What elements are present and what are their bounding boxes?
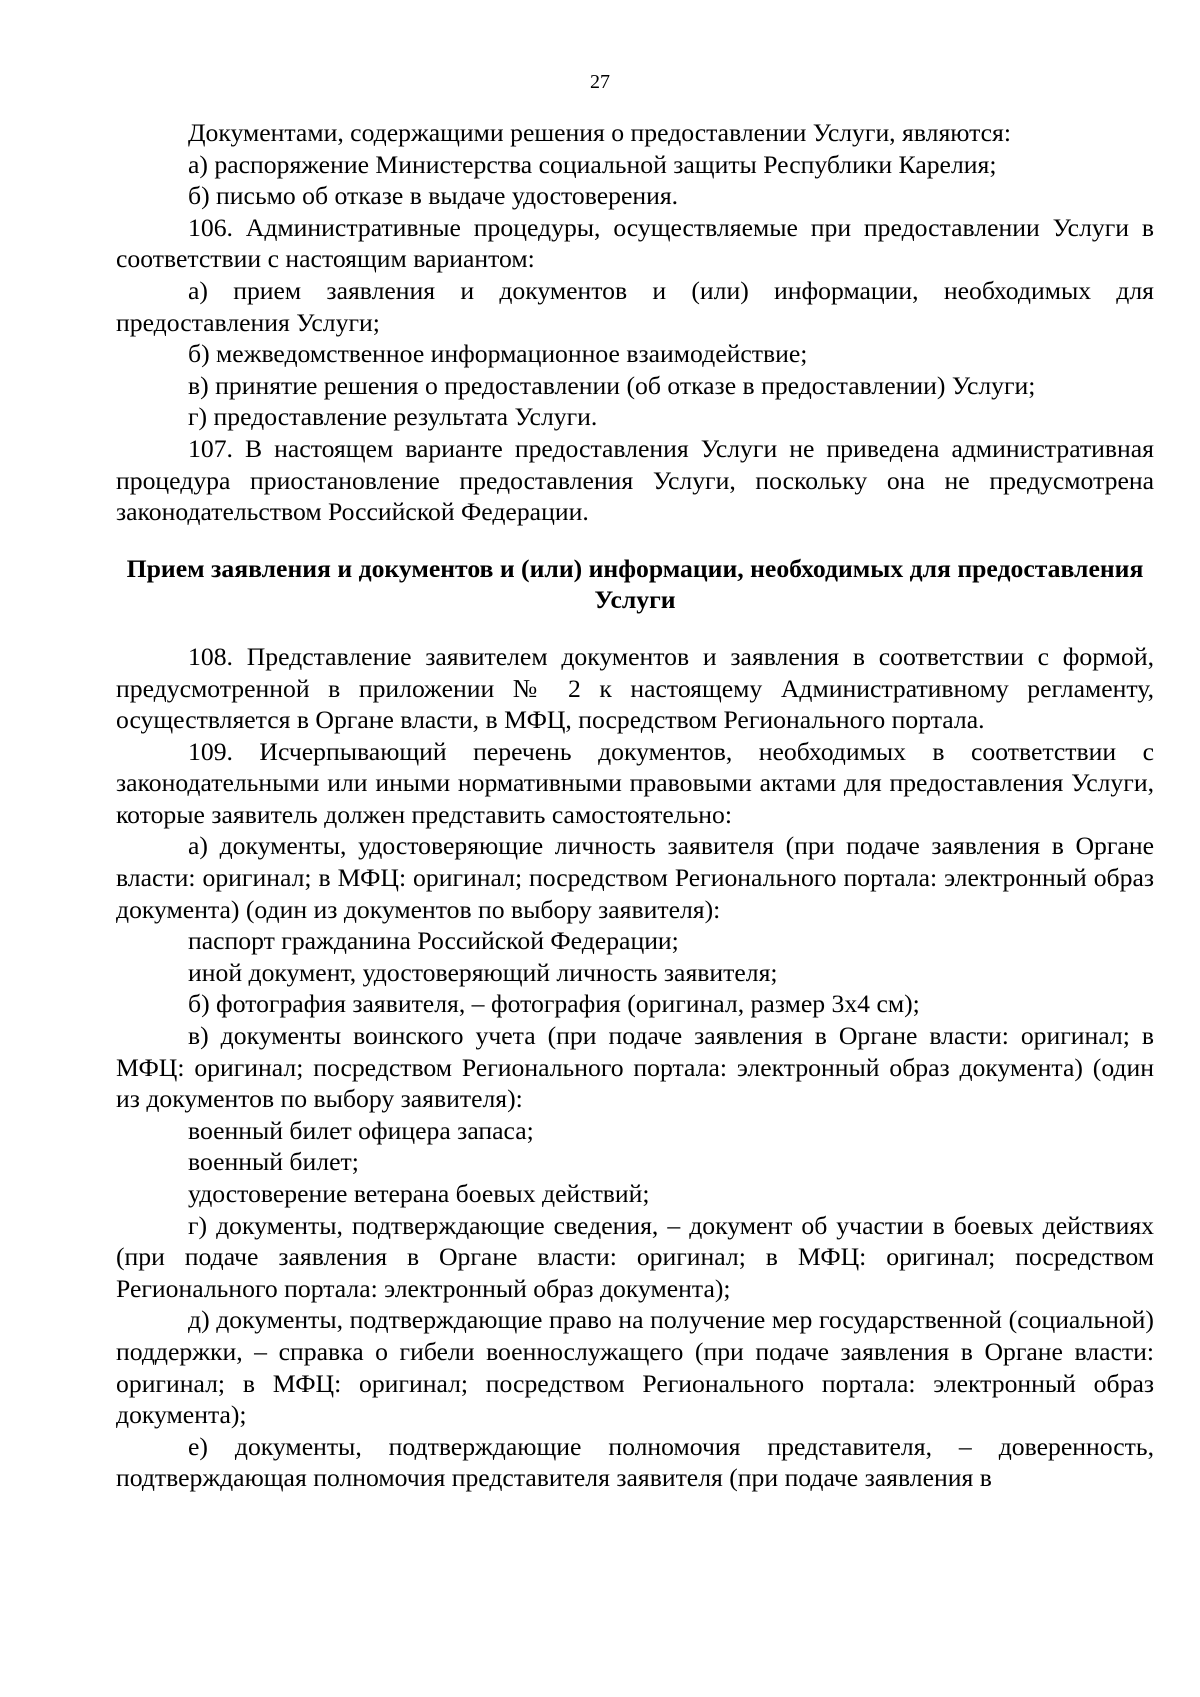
- paragraph-106-g: г) предоставление результата Услуги.: [188, 402, 598, 432]
- paragraph-107: 107. В настоящем варианте предоставления Услуги не приведена административная процедура приостановление предоставления Услуги, поскольку она не предусмотрена законодательством Российской Федерации.: [116, 433, 1154, 527]
- paragraph-108: 108. Представление заявителем документов и заявления в соответствии с формой, предусмотренной в приложении № 2 к настоящему Административному регламенту, осуществляется в Органе власти, в МФЦ, посредством Регионального портала.: [116, 641, 1154, 735]
- paragraph-item-a: а) распоряжение Министерства социальной защиты Республики Карелия;: [188, 149, 997, 179]
- list-item-other-id: иной документ, удостоверяющий личность заявителя;: [188, 957, 778, 987]
- paragraph-106-v: в) принятие решения о предоставлении (об отказе в предоставлении) Услуги;: [188, 370, 1036, 400]
- paragraph-106-a: а) прием заявления и документов и (или) информации, необходимых для предоставления Услуги;: [116, 275, 1154, 337]
- paragraph-intro: Документами, содержащими решения о предоставлении Услуги, являются:: [188, 118, 1012, 147]
- page-number: 27: [590, 71, 610, 93]
- paragraph-109-b: б) фотография заявителя, – фотография (оригинал, размер 3х4 см);: [188, 989, 920, 1019]
- list-item-military-card: военный билет;: [188, 1147, 359, 1177]
- section-heading: Прием заявления и документов и (или) информации, необходимых для предоставления Услуги: [126, 553, 1144, 615]
- paragraph-109-d: д) документы, подтверждающие право на получение мер государственной (социальной) поддержки, – справка о гибели военнослужащего (при подаче заявления в Органе власти: оригинал; в МФЦ: оригинал; посредством Регионального портала: электронный образ документа);: [116, 1305, 1154, 1430]
- list-item-reserve-officer-card: военный билет офицера запаса;: [188, 1115, 534, 1145]
- paragraph-106: 106. Административные процедуры, осуществляемые при предоставлении Услуги в соответствии с настоящим вариантом:: [116, 212, 1154, 274]
- paragraph-109: 109. Исчерпывающий перечень документов, необходимых в соответствии с законодательными или иными нормативными правовыми актами для предоставления Услуги, которые заявитель должен представить самостоятельно:: [116, 736, 1154, 829]
- paragraph-item-b: б) письмо об отказе в выдаче удостоверения.: [188, 181, 679, 211]
- list-item-veteran-certificate: удостоверение ветерана боевых действий;: [188, 1179, 650, 1208]
- paragraph-106-b: б) межведомственное информационное взаимодействие;: [188, 339, 808, 369]
- document-body: [116, 117, 1154, 1494]
- list-item-passport: паспорт гражданина Российской Федерации;: [188, 926, 679, 956]
- paragraph-109-a: а) документы, удостоверяющие личность заявителя (при подаче заявления в Органе власти: оригинал; в МФЦ: оригинал; посредством Регионального портала: электронный образ документа) (один из документов по выбору заявителя):: [116, 831, 1154, 924]
- paragraph-109-v: в) документы воинского учета (при подаче заявления в Органе власти: оригинал; в МФЦ: оригинал; посредством Регионального портала: электронный образ документа) (один из документов по выбору заявителя):: [116, 1021, 1154, 1114]
- paragraph-109-e: е) документы, подтверждающие полномочия представителя, – доверенность, подтверждающая полномочия представителя заявителя (при подаче заявления в: [116, 1431, 1154, 1493]
- paragraph-109-g: г) документы, подтверждающие сведения, – документ об участии в боевых действиях (при подаче заявления в Органе власти: оригинал; в МФЦ: оригинал; посредством Регионального портала: электронный образ документа);: [116, 1210, 1154, 1303]
